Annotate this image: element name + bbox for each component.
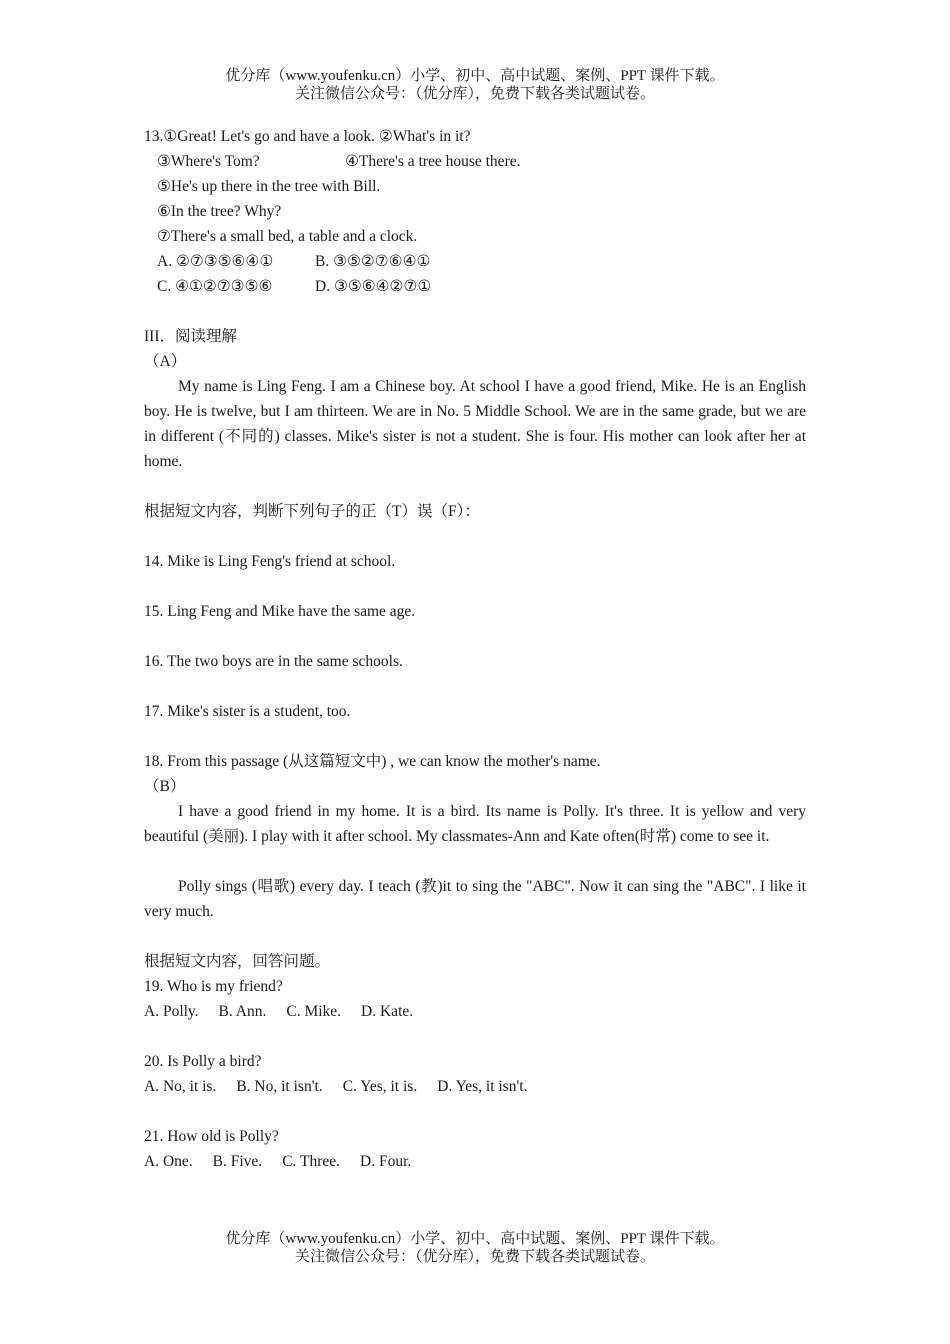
q20-option-c: C. Yes, it is. [342,1078,418,1095]
q13-item-4: ④There's a tree house there. [345,153,521,170]
q13-option-c: C. ④①②⑦③⑤⑥ [157,278,273,295]
q13-option-b: B. ③⑤②⑦⑥④① [315,253,431,270]
q21-option-b: B. Five. [212,1153,263,1170]
q13-options-cd [144,274,806,299]
q13-line-2 [144,149,806,174]
q13-item-3: ③Where's Tom? [157,153,260,170]
q20-option-b: B. No, it isn't. [236,1078,323,1095]
q19-option-d: D. Kate. [361,1003,414,1020]
q13-option-a: A. ②⑦③⑤⑥④① [157,253,274,270]
question-14: 14. Mike is Ling Feng's friend at school. [144,553,396,570]
page-footer [0,1230,950,1266]
document-body [144,124,806,1174]
instruction-b: 根据短文内容，回答问题。 [144,953,331,970]
footer-line-2: 关注微信公众号：（优分库），免费下载各类试题试卷。 [294,1249,655,1265]
q21-option-a: A. One. [144,1153,193,1170]
question-21-options [144,1149,806,1174]
footer-line-1: 优分库（www.youfenku.cn）小学、初中、高中试题、案例、PPT 课件下载。 [225,1231,725,1247]
q13-options-ab [144,249,806,274]
passage-b-paragraph-2: Polly sings (唱歌) every day. I teach (教)it to sing the "ABC". Now it can sing the "ABC". I like it very much. [144,878,806,920]
q13-item-7: ⑦There's a small bed, a table and a clock. [157,228,418,245]
q20-option-a: A. No, it is. [144,1078,217,1095]
page-header [0,67,950,103]
passage-a: My name is Ling Feng. I am a Chinese boy. At school I have a good friend, Mike. He is an English boy. He is twelve, but I am thirteen. We are in No. 5 Middle School. We are in the same grade, but we are in different (不同的) classes. Mike's sister is not a student. She is four. His mother can look after her at home. [144,378,806,470]
q21-option-c: C. Three. [282,1153,341,1170]
question-18: 18. From this passage (从这篇短文中) , we can know the mother's name. [144,753,601,770]
instruction-a: 根据短文内容，判断下列句子的正（T）误（F）： [144,503,480,520]
question-15: 15. Ling Feng and Mike have the same age. [144,603,416,620]
q19-option-a: A. Polly. [144,1003,199,1020]
question-20-options [144,1074,806,1099]
q19-option-c: C. Mike. [286,1003,342,1020]
question-20: 20. Is Polly a bird? [144,1053,262,1070]
q13-line-1: 13.①Great! Let's go and have a look. ②What's in it? [144,128,471,145]
question-16: 16. The two boys are in the same schools. [144,653,403,670]
part-b-label: （B） [144,778,186,795]
q13-item-5: ⑤He's up there in the tree with Bill. [157,178,381,195]
passage-b-paragraph-1: I have a good friend in my home. It is a bird. Its name is Polly. It's three. It is yellow and very beautiful (美丽). I play with it after school. My classmates-Ann and Kate often(时常) come to see it. [144,803,806,845]
q19-option-b: B. Ann. [218,1003,267,1020]
q13-option-d: D. ③⑤⑥④②⑦① [315,278,432,295]
part-a-label: （A） [144,353,187,370]
q13-item-6: ⑥In the tree? Why? [157,203,282,220]
q20-option-d: D. Yes, it isn't. [437,1078,528,1095]
question-21: 21. How old is Polly? [144,1128,279,1145]
question-19: 19. Who is my friend? [144,978,283,995]
header-line-1: 优分库（www.youfenku.cn）小学、初中、高中试题、案例、PPT 课件下载。 [225,68,725,84]
section-title: III．阅读理解 [144,328,237,345]
question-19-options [144,999,806,1024]
question-17: 17. Mike's sister is a student, too. [144,703,351,720]
q21-option-d: D. Four. [360,1153,412,1170]
header-line-2: 关注微信公众号：（优分库），免费下载各类试题试卷。 [294,86,655,102]
